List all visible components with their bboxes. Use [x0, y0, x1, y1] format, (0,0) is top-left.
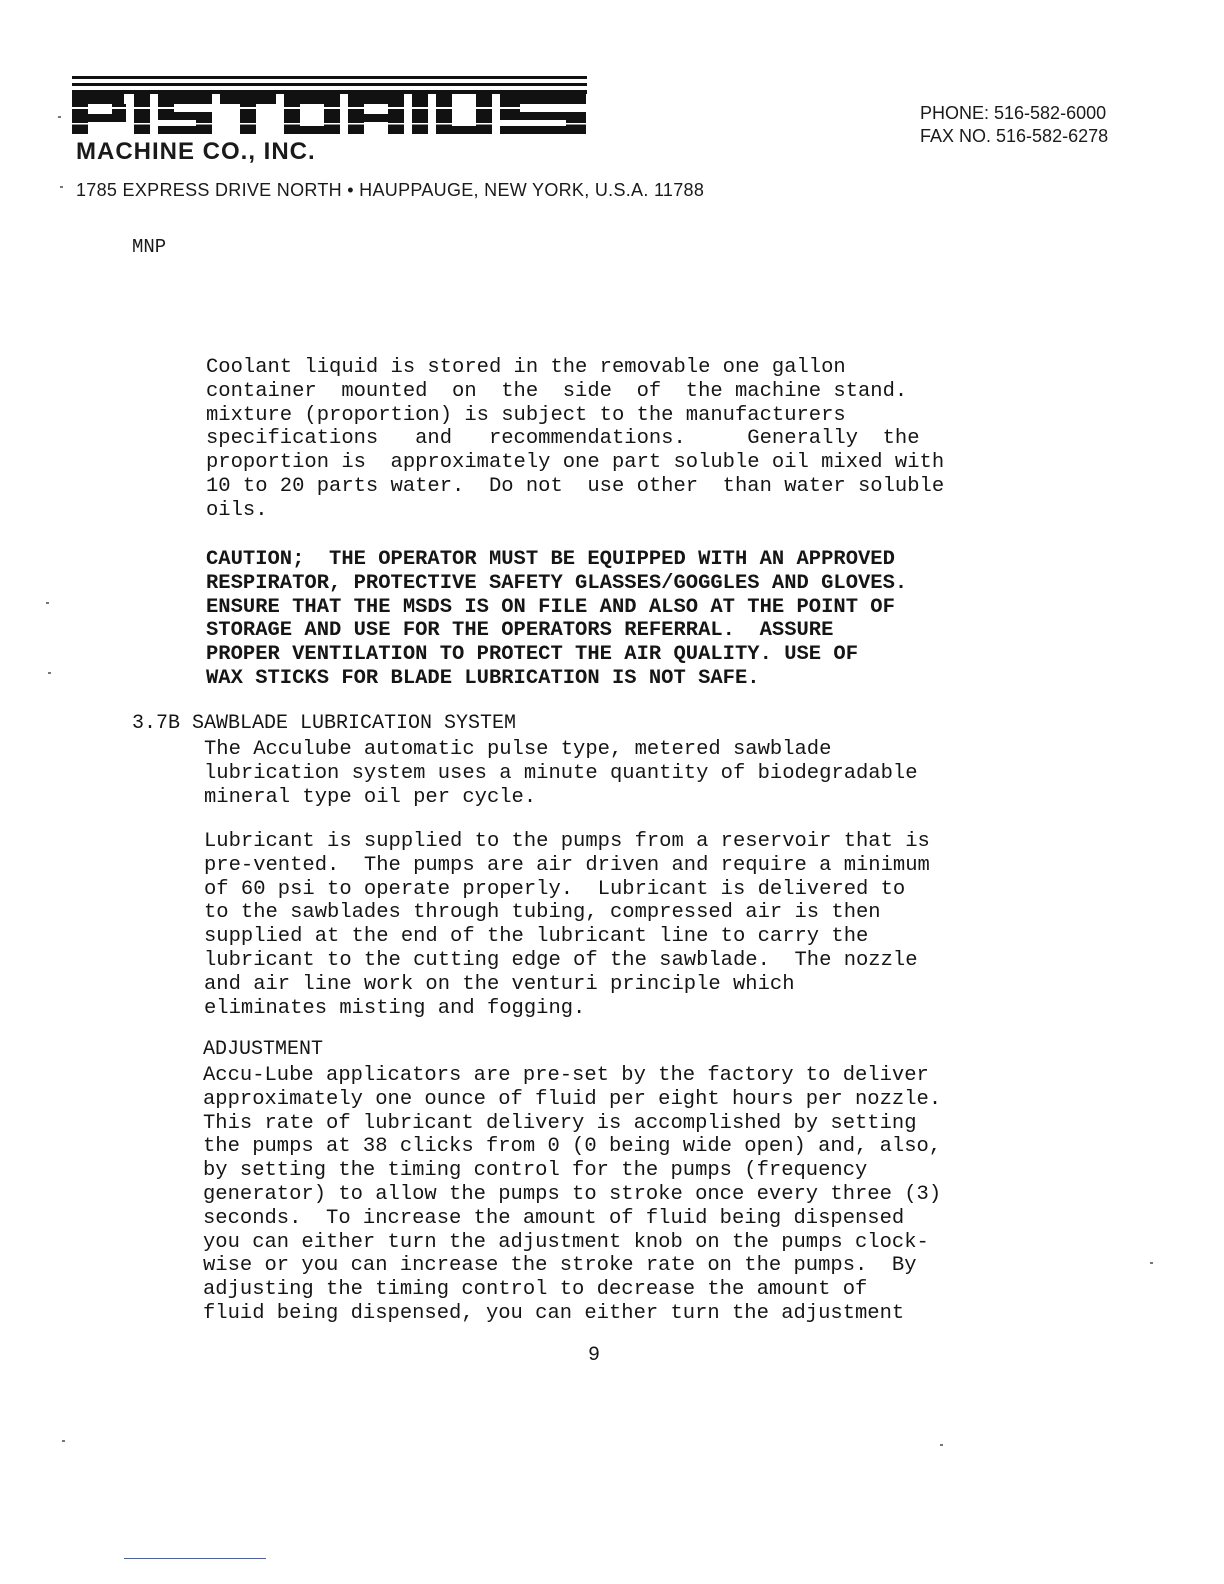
caution-paragraph: [206, 548, 907, 691]
acculube-paragraph: [204, 738, 918, 809]
text-line: container mounted on the side of the machine stand.: [206, 379, 908, 403]
text-line: adjusting the timing control to decrease the amount of: [203, 1278, 868, 1302]
text-line: CAUTION; THE OPERATOR MUST BE EQUIPPED WITH AN APPROVED: [206, 548, 895, 571]
text-line: approximately one ounce of fluid per eight hours per nozzle.: [203, 1087, 942, 1111]
text-line: of 60 psi to operate properly. Lubricant is delivered to: [204, 877, 906, 901]
adjustment-heading: ADJUSTMENT: [203, 1038, 324, 1061]
text-line: WAX STICKS FOR BLADE LUBRICATION IS NOT SAFE.: [206, 666, 760, 690]
text-line: mixture (proportion) is subject to the manufacturers: [206, 403, 846, 427]
text-line: wise or you can increase the stroke rate on the pumps. By: [203, 1254, 917, 1278]
text-line: lubricant to the cutting edge of the sawblade. The nozzle: [204, 948, 918, 972]
scan-speck: [940, 1444, 943, 1446]
text-line: 10 to 20 parts water. Do not use other than water soluble: [206, 474, 945, 498]
text-line: the pumps at 38 clicks from 0 (0 being wide open) and, also,: [203, 1135, 942, 1159]
text-line: Accu-Lube applicators are pre-set by the factory to deliver: [203, 1064, 929, 1087]
company-address: 1785 EXPRESS DRIVE NORTH • HAUPPAUGE, NEW YORK, U.S.A. 11788: [76, 180, 705, 200]
scan-speck: [48, 672, 51, 674]
fax-number: FAX NO. 516-582-6278: [920, 126, 1109, 146]
contact-block: [920, 102, 1108, 148]
text-line: by setting the timing control for the pumps (frequency: [203, 1159, 868, 1183]
text-line: eliminates misting and fogging.: [204, 996, 586, 1020]
text-line: generator) to allow the pumps to stroke once every three (3): [203, 1182, 942, 1206]
text-line: mineral type oil per cycle.: [204, 785, 537, 809]
lubricant-paragraph: [204, 830, 930, 1020]
text-line: STORAGE AND USE FOR THE OPERATORS REFERRAL. ASSURE: [206, 619, 834, 643]
text-line: This rate of lubricant delivery is accomplished by setting: [203, 1111, 917, 1135]
document-reference: MNP: [132, 236, 167, 258]
text-line: pre-vented. The pumps are air driven and require a minimum: [204, 853, 930, 877]
company-logo: [72, 76, 592, 134]
scan-speck: [62, 1440, 65, 1442]
text-line: you can either turn the adjustment knob on the pumps clock-: [203, 1230, 929, 1254]
scan-speck: [60, 186, 63, 188]
text-line: ENSURE THAT THE MSDS IS ON FILE AND ALSO AT THE POINT OF: [206, 595, 895, 619]
company-name: MACHINE CO., INC.: [76, 138, 316, 165]
scan-speck: [46, 602, 49, 604]
scan-speck: [1150, 1262, 1153, 1264]
section-heading: 3.7B SAWBLADE LUBRICATION SYSTEM: [132, 712, 517, 735]
page-number: 9: [588, 1344, 601, 1367]
coolant-paragraph: [206, 356, 944, 523]
adjustment-paragraph: [203, 1064, 941, 1326]
text-line: fluid being dispensed, you can either turn the adjustment: [203, 1301, 905, 1325]
text-line: PROPER VENTILATION TO PROTECT THE AIR QUALITY. USE OF: [206, 643, 859, 667]
text-line: to the sawblades through tubing, compressed air is then: [204, 901, 881, 925]
text-line: oils.: [206, 498, 268, 522]
text-line: Coolant liquid is stored in the removable one gallon: [206, 356, 846, 379]
text-line: RESPIRATOR, PROTECTIVE SAFETY GLASSES/GOGGLES AND GLOVES.: [206, 571, 908, 595]
text-line: Lubricant is supplied to the pumps from a reservoir that is: [204, 830, 930, 853]
text-line: proportion is approximately one part soluble oil mixed with: [206, 451, 945, 475]
text-line: seconds. To increase the amount of fluid being dispensed: [203, 1206, 905, 1230]
scan-speck: [58, 116, 61, 118]
text-line: lubrication system uses a minute quantity of biodegradable: [204, 761, 918, 785]
pistorius-logo-graphic: [72, 76, 592, 134]
text-line: The Acculube automatic pulse type, metered sawblade: [204, 738, 832, 761]
text-line: specifications and recommendations. Generally the: [206, 427, 920, 451]
footer-rule: [124, 1558, 266, 1559]
text-line: and air line work on the venturi principle which: [204, 972, 795, 996]
phone-number: PHONE: 516-582-6000: [920, 103, 1107, 123]
text-line: supplied at the end of the lubricant line to carry the: [204, 925, 869, 949]
